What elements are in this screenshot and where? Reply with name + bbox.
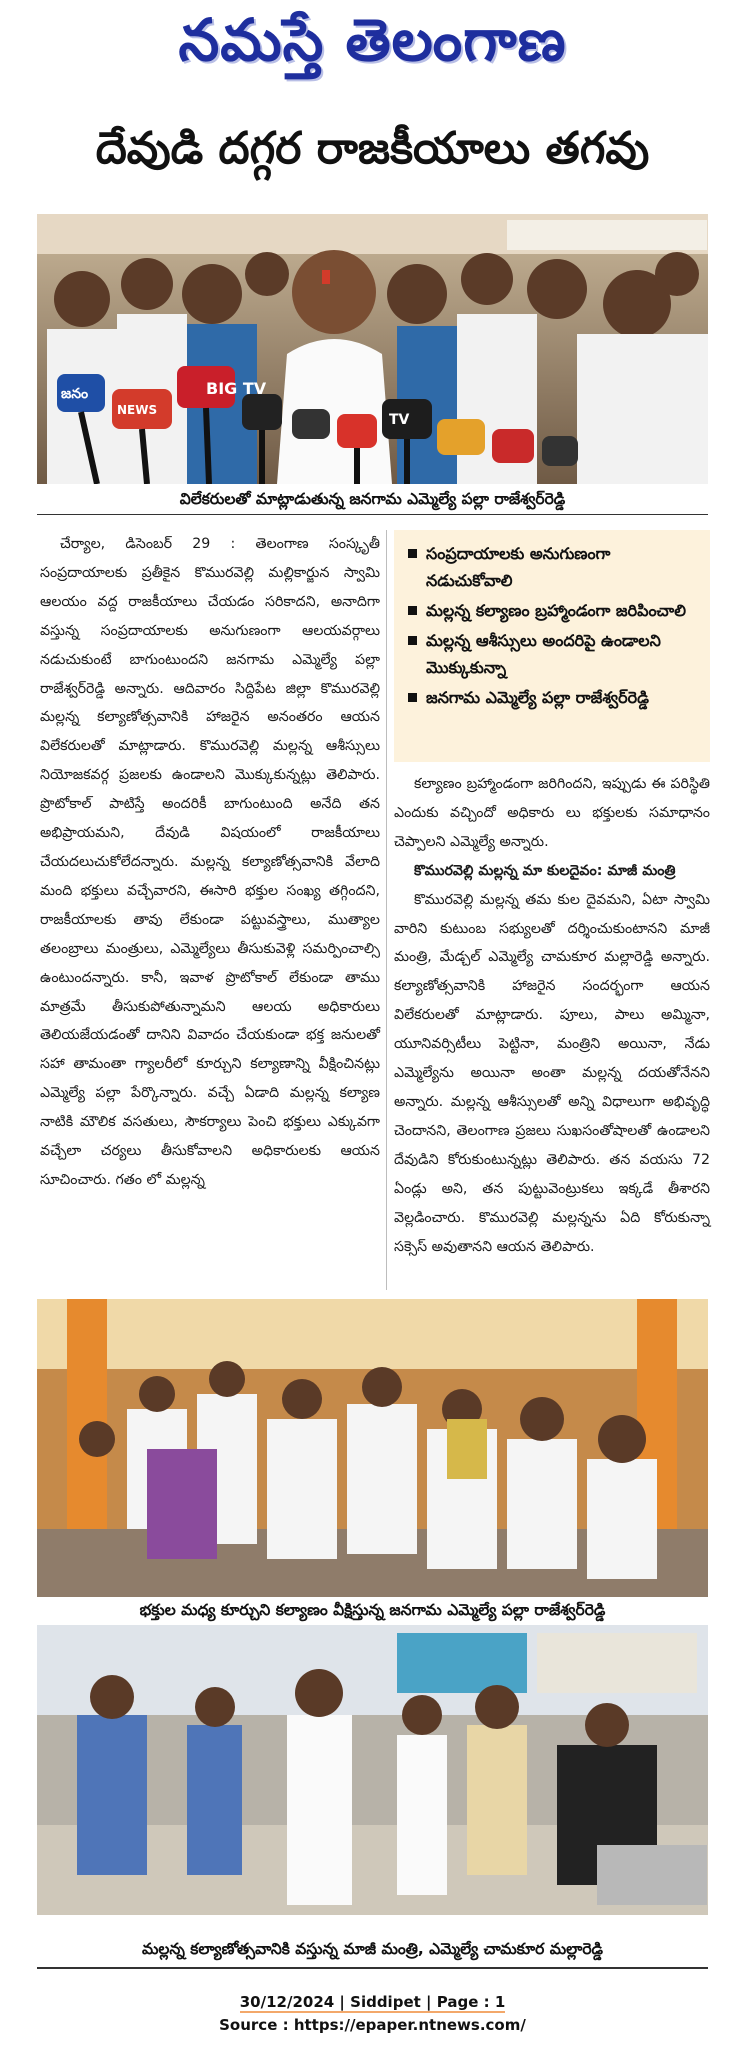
highlight-item: సంప్రదాయాలకు అనుగుణంగా నడుచుకోవాలి: [406, 540, 700, 594]
photo1-caption: విలేకరులతో మాట్లాడుతున్న జనగామ ఎమ్మెల్యే పల్లా రాజేశ్వర్‌రెడ్డి: [37, 488, 708, 515]
footer-rule: [37, 1967, 708, 1969]
footer-separator: |: [339, 1993, 345, 2011]
article-paragraph: కల్యాణం బ్రహ్మాండంగా జరిగిందని, ఇప్పుడు ఈ పరిస్థితి ఎందుకు వచ్చిందో అధికారు లు భక్తులకు సమాధానం చెప్పాలని ఎమ్మెల్యే అన్నారు.: [394, 776, 710, 850]
masthead-title: నమస్తే తెలంగాణ: [178, 6, 567, 74]
mic-label-janam: జనం: [61, 386, 89, 402]
article-headline: దేవుడి దగ్గర రాజకీయాలు తగవు: [95, 123, 650, 174]
footer-dateline: [0, 1993, 745, 2013]
article-column-1: [40, 530, 380, 1300]
mic-label-news: NEWS: [117, 403, 158, 417]
photo3-caption: మల్లన్న కల్యాణోత్సవానికి వస్తున్న మాజీ మంత్రి, ఎమ్మెల్యే చామకూర మల్లారెడ్డి: [141, 1940, 604, 1958]
footer-source: Source : https://epaper.ntnews.com/: [219, 2016, 526, 2034]
highlights-box: [394, 530, 710, 762]
footer-separator: |: [426, 1993, 432, 2011]
highlight-item: మల్లన్న కల్యాణం బ్రహ్మాండంగా జరిపించాలి: [406, 597, 700, 624]
footer-edition: Siddipet: [350, 1993, 421, 2011]
footer-date: 30/12/2024: [239, 1993, 335, 2011]
article-subheading: కొమురవెల్లి మల్లన్న మా కులదైవం: మాజీ మంత్రి: [414, 862, 676, 879]
photo2-caption: భక్తుల మధ్య కూర్చుని కల్యాణం వీక్షిస్తున్న జనగామ ఎమ్మెల్యే పల్లా రాజేశ్వర్‌రెడ్డి: [139, 1601, 606, 1619]
mic-label-bigtv: BIG TV: [206, 379, 267, 398]
mic-label-tv: TV: [389, 412, 410, 428]
photo-press-conference: [37, 214, 708, 484]
footer-page: Page : 1: [436, 1993, 506, 2011]
photo-minister-arriving: [37, 1625, 708, 1915]
photo-devotees-seated: [37, 1299, 708, 1597]
article-column-2: [394, 770, 710, 1290]
column-divider: [386, 530, 387, 1290]
highlight-item: జనగామ ఎమ్మెల్యే పల్లా రాజేశ్వర్‌రెడ్డి: [406, 684, 700, 711]
footer-date-wrap: [240, 1993, 506, 2013]
article-paragraph: కొమురవెల్లి మల్లన్న తమ కుల దైవమని, ఏటా స్వామి వారిని కుటుంబ సభ్యులతో దర్శించుకుంటానని మాజీ మంత్రి, మేడ్చల్ ఎమ్మెల్యే చామకూర మల్లారెడ్డి అన్నారు. కల్యాణోత్సవానికి హాజరైన సందర్భంగా ఆయన విలేకరులతో మాట్లాడారు. పూలు, పాలు అమ్మినా, యూనివర్సిటీలు పెట్టినా, మంత్రిని అయినా, నేడు ఎమ్మెల్యేను అయినా అంతా మల్లన్న దయతోనేనని అన్నారు. మల్లన్న ఆశీస్సులతో అన్ని విధాలుగా అభివృద్ధి చెందానని, తెలంగాణ ప్రజలు సుఖసంతోషాలతో ఉండాలని దేవుడిని కోరుకుంటున్నట్లు తెలిపారు. తన వయసు 72 ఏండ్లు అని, తన పుట్టువెంట్రుకలు ఇక్కడే తీశారని వెల్లడించారు. కొమురవెల్లి మల్లన్నను ఏది కోరుకున్నా సక్సెస్ అవుతానని ఆయన తెలిపారు.: [394, 891, 710, 1255]
article-paragraph: చేర్యాల, డిసెంబర్ 29 : తెలంగాణ సంస్కృతీ సంప్రదాయాలకు ప్రతీకైన కొమురవెల్లి మల్లికార్జున స్వామి ఆలయం వద్ద రాజకీయాలు చేయడం సరికాదని, అనాదిగా వస్తున్న సంప్రదాయాలకు అనుగుణంగా ఆలయవర్గాలు నడుచుకుంటే బాగుంటుందని జనగామ ఎమ్మెల్యే పల్లా రాజేశ్వర్‌రెడ్డి అన్నారు. ఆదివారం సిద్దిపేట జిల్లా కొమురవెల్లి మల్లన్న కల్యాణోత్సవానికి హాజరైన అనంతరం ఆయన విలేకరులతో మాట్లాడారు. కొమురవెల్లి మల్లన్న ఆశీస్సులు నియోజకవర్గ ప్రజలకు ఉండాలని మొక్కుకున్నట్లు తెలిపారు. ప్రొటోకాల్ పాటిస్తే అందరికీ బాగుంటుంది అనేది తన అభిప్రాయమని, దేవుడి విషయంలో రాజకీయాలు చేయదలుచుకోలేదన్నారు. మల్లన్న కల్యాణోత్సవానికి వేలాది మంది భక్తులు వచ్చేవారని, ఈసారి భక్తుల సంఖ్య తగ్గిందని, రాజకీయాలకు తావు లేకుండా పట్టువస్త్రాలు, ముత్యాల తలంబ్రాలు మంత్రులు, ఎమ్మెల్యేలు తీసుకువెళ్లి సమర్పించాల్సి ఉంటుందన్నారు. కానీ, ఇవాళ ప్రొటోకాల్ లేకుండా తాము మాత్రమే తీసుకుపోతున్నామని ఆలయ అధికారులు తెలియజేయడంతో దానిని వివాదం చేయకుండా భక్త జనులతో సహా తామంతా గ్యాలరీలో కూర్చుని కల్యాణాన్ని వీక్షించినట్లు ఎమ్మెల్యే పల్లా పేర్కొన్నారు. వచ్చే ఏడాది మల్లన్న కల్యాణ నాటికి మౌలిక వసతులు, సౌకర్యాలు పెంచి భక్తులు ఎక్కువగా వచ్చేలా చర్యలు తీసుకోవాలని అధికారులకు ఆయన సూచించారు. గతం లో మల్లన్న: [40, 536, 380, 1188]
highlight-item: మల్లన్న ఆశీస్సులు అందరిపై ఉండాలని మొక్కుకున్నా: [406, 627, 700, 681]
